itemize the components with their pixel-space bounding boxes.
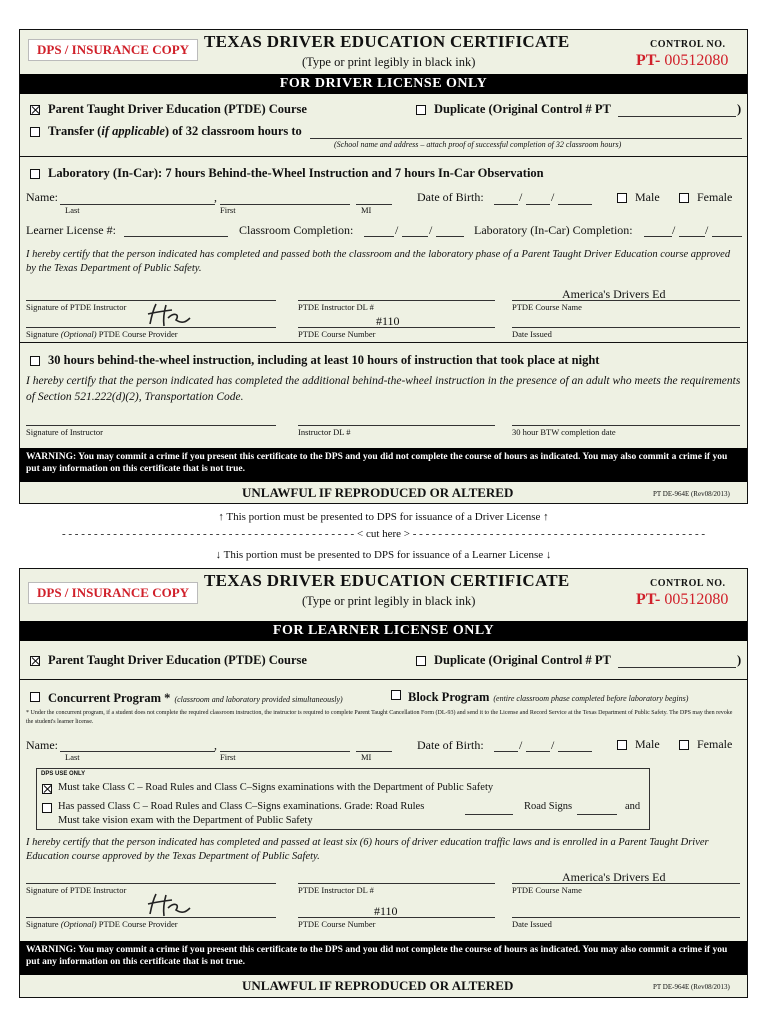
lab-year-field[interactable] — [712, 236, 742, 237]
course-number-value: #110 — [376, 314, 400, 328]
learner-license-field[interactable] — [124, 236, 228, 237]
dob-year-field[interactable] — [558, 751, 592, 752]
date-issued-field[interactable] — [512, 917, 740, 918]
duplicate-field[interactable] — [618, 667, 736, 668]
unlawful-notice: UNLAWFUL IF REPRODUCED OR ALTERED — [242, 978, 514, 993]
unlawful-notice: UNLAWFUL IF REPRODUCED OR ALTERED — [242, 485, 514, 500]
dob-month-field[interactable] — [494, 204, 518, 205]
course-name-field[interactable] — [512, 300, 740, 301]
duplicate-checkbox[interactable] — [416, 656, 426, 666]
first-name-field[interactable] — [220, 204, 350, 205]
provider-signature — [144, 302, 194, 328]
male-checkbox[interactable] — [617, 740, 627, 750]
duplicate-label: Duplicate (Original Control # PT — [434, 102, 611, 116]
transfer-label: Transfer (if applicable) of 32 classroom hours to — [48, 124, 302, 138]
course-number-value: #110 — [374, 904, 398, 918]
dob-year-field[interactable] — [558, 204, 592, 205]
road-signs-grade-field[interactable] — [577, 814, 617, 815]
certify-text-2: I hereby certify that the person indicated has completed the additional behind-the-wheel instruction in the presence of an adult who meets the requirements of Section 521.222(d)(2), Transportation Code. — [26, 375, 741, 403]
classroom-month-field[interactable] — [364, 236, 394, 237]
female-checkbox[interactable] — [679, 740, 689, 750]
form-code: PT DE-964E (Rev08/2013) — [653, 983, 730, 991]
course-number-field[interactable] — [298, 327, 495, 328]
must-take-checkbox[interactable] — [42, 784, 52, 794]
first-name-field[interactable] — [220, 751, 350, 752]
ptde-course-label: Parent Taught Driver Education (PTDE) Course — [48, 653, 307, 667]
certificate-title: TEXAS DRIVER EDUCATION CERTIFICATE — [204, 571, 570, 590]
course-number-field[interactable] — [298, 917, 495, 918]
date-issued-field[interactable] — [512, 327, 740, 328]
ptde-instructor-signature-field[interactable] — [26, 300, 276, 301]
lab-completion-label: Laboratory (In-Car) Completion: — [474, 223, 633, 237]
duplicate-label: Duplicate (Original Control # PT — [434, 653, 611, 667]
certificate-title: TEXAS DRIVER EDUCATION CERTIFICATE — [204, 32, 570, 51]
lab-day-field[interactable] — [679, 236, 705, 237]
control-number: PT- 00512080 — [636, 52, 729, 69]
road-rules-grade-field[interactable] — [465, 814, 513, 815]
duplicate-field[interactable] — [618, 116, 736, 117]
thirty-hours-checkbox[interactable] — [30, 356, 40, 366]
course-name-value: America's Drivers Ed — [562, 870, 666, 884]
dob-label: Date of Birth: — [417, 190, 484, 204]
duplicate-checkbox[interactable] — [416, 105, 426, 115]
laboratory-heading: Laboratory (In-Car): 7 hours Behind-the-Wheel Instruction and 7 hours In-Car Observation — [48, 166, 544, 180]
ptde-course-checkbox[interactable] — [30, 656, 40, 666]
concurrent-footnote: * Under the concurrent program, if a student does not complete the required classroom instruction, the instructor is required to complete Parent Taught Cancellation Form (DL-93) and send it to the License and Record Service at the Texas Department of Public Safety. The DPS may then revoke the student's learner license. — [26, 710, 733, 725]
course-name-field[interactable] — [512, 883, 740, 884]
dps-use-only-label: DPS USE ONLY — [41, 771, 86, 777]
male-checkbox[interactable] — [617, 193, 627, 203]
ptde-dl-field[interactable] — [298, 300, 495, 301]
name-label: Name: — [26, 738, 58, 752]
learner-license-note: ↓ This portion must be presented to DPS for issuance of a Learner License ↓ — [215, 549, 552, 561]
block-label: Block Program (entire classroom phase completed before laboratory begins) — [408, 690, 689, 704]
certificate-subtitle: (Type or print legibly in black ink) — [302, 55, 476, 69]
transfer-school-field[interactable] — [310, 138, 742, 139]
driver-license-certificate: DPS / INSURANCE COPY TEXAS DRIVER EDUCATION CERTIFICATE (Type or print legibly in black ink) CONTROL NO. PT- 00512080 FOR DRIVER LICENSE ONLY Parent Taught Driver Education (PTDE) Course Duplicate (Original Control # PT ) Transfer (if applicable) of 32 classroom hours to (School name and address – attach proof of successful completion of 32 classroom hours) Laboratory (In-Car): 7 hours Behind-the-Wheel Instruction and 7 hours In-Car Observation Name: , Last First MI Date of Birth: / / Male Female Learner License #: Classroom Completion: / / Laboratory (In-Car) Completion: / / I hereby certify that the person indicated has completed and passed both the classroom and the laboratory phase of a Parent Taught Driver Education course approved by the Texas Department of Public Safety. Signature of PTDE Instructor PTDE Instructor DL # America's Drivers Ed PTDE Course Name Signature (Optional) PTDE Course Provider #110 PTDE Course Number Date Issued 30 hours behind-the-wheel instruction, including at least 10 hours of instruction that took place at night I hereby certify that the person indicated has completed the additional behind-the-wheel instruction in the presence of an adult who meets the requirements of Section 521.222(d)(2), Transportation Code. Signature of Instructor Instructor DL # 30 hour BTW completion date WARNING: You may commit a crime if you present this certificate to the DPS and you did not complete the course of hours as indicated. You may also commit a crime if you put any information on this certificate that is not true. UNLAWFUL IF REPRODUCED OR ALTERED PT DE-964E (Rev08/2013) — [19, 29, 748, 504]
provider-signature-field[interactable] — [26, 327, 276, 328]
vision-exam-label: Must take vision exam with the Department of Public Safety — [58, 815, 313, 826]
certify-text: I hereby certify that the person indicated has completed and passed at least six (6) hours of driver education traffic laws and is enrolled in a Parent Taught Driver Education course approved by the Texas Department of Public Safety. — [26, 837, 709, 862]
provider-signature-field[interactable] — [26, 917, 276, 918]
female-checkbox[interactable] — [679, 193, 689, 203]
dob-day-field[interactable] — [526, 204, 550, 205]
transfer-checkbox[interactable] — [30, 127, 40, 137]
has-passed-checkbox[interactable] — [42, 803, 52, 813]
dob-month-field[interactable] — [494, 751, 518, 752]
last-name-field[interactable] — [60, 751, 215, 752]
thirty-hours-label: 30 hours behind-the-wheel instruction, including at least 10 hours of instruction that took place at night — [48, 353, 600, 367]
provider-signature — [144, 892, 194, 918]
ptde-course-checkbox[interactable] — [30, 105, 40, 115]
dob-day-field[interactable] — [526, 751, 550, 752]
course-name-value: America's Drivers Ed — [562, 287, 666, 301]
control-label: CONTROL NO. — [650, 578, 726, 589]
classroom-year-field[interactable] — [436, 236, 464, 237]
warning-text: WARNING: You may commit a crime if you present this certificate to the DPS and you did not complete the course of hours as indicated. You may also commit a crime if you put any information on this certificate that is not true. — [20, 941, 747, 975]
certificate-subtitle: (Type or print legibly in black ink) — [302, 594, 476, 608]
classroom-completion-label: Classroom Completion: — [239, 223, 354, 237]
laboratory-checkbox[interactable] — [30, 169, 40, 179]
transfer-note: (School name and address – attach proof of successful completion of 32 classroom hours) — [334, 140, 622, 149]
learner-license-certificate: DPS / INSURANCE COPY TEXAS DRIVER EDUCATION CERTIFICATE (Type or print legibly in black ink) CONTROL NO. PT- 00512080 FOR LEARNER LICENSE ONLY Parent Taught Driver Education (PTDE) Course Duplicate (Original Control # PT ) Concurrent Program * (classroom and laboratory provided simultaneously) Block Program (entire classroom phase completed before laboratory begins) * Under the concurrent program, if a student does not complete the required classroom instruction, the instructor is required to complete Parent Taught Cancellation Form (DL-93) and send it to the License and Record Service at the Texas Department of Public Safety. The DPS may then revoke the student's learner license. Name: , Last First MI Date of Birth: / / Male Female DPS USE ONLY Must take Class C – Road Rules and Class C–Signs examinations with the Department of Public Safety Has passed Class C – Road Rules and Class C–Signs examinations. Grade: Road Rules Road Signs and Must take vision exam with the Department of Public Safety I hereby certify that the person indicated has completed and passed at least six (6) hours of driver education traffic laws and is enrolled in a Parent Taught Driver Education course approved by the Texas Department of Public Safety. Signature of PTDE Instructor PTDE Instructor DL # America's Drivers Ed PTDE Course Name Signature (Optional) PTDE Course Provider #110 PTDE Course Number Date Issued WARNING: You may commit a crime if you present this certificate to the DPS and you did not complete the course of hours as indicated. You may also commit a crime if you put any information on this certificate that is not true. UNLAWFUL IF REPRODUCED OR ALTERED PT DE-964E (Rev08/2013) — [19, 568, 748, 998]
section-bar: FOR LEARNER LICENSE ONLY — [20, 621, 747, 641]
copy-label: DPS / INSURANCE COPY — [28, 582, 198, 604]
name-label: Name: — [26, 190, 58, 204]
ptde-dl-field[interactable] — [298, 883, 495, 884]
copy-label: DPS / INSURANCE COPY — [28, 39, 198, 61]
has-passed-label: Has passed Class C – Road Rules and Class C–Signs examinations. Grade: Road Rules — [58, 801, 425, 812]
driver-license-note: ↑ This portion must be presented to DPS for issuance of a Driver License ↑ — [218, 511, 549, 523]
dps-use-only-box: DPS USE ONLY Must take Class C – Road Rules and Class C–Signs examinations with the Department of Public Safety Has passed Class C – Road Rules and Class C–Signs examinations. Grade: Road Rules Road Signs and Must take vision exam with the Department of Public Safety — [36, 768, 650, 830]
concurrent-label: Concurrent Program * (classroom and laboratory provided simultaneously) — [48, 691, 343, 705]
dob-label: Date of Birth: — [417, 738, 484, 752]
control-label: CONTROL NO. — [650, 39, 726, 50]
instructor-dl-field[interactable] — [298, 425, 495, 426]
ptde-course-label: Parent Taught Driver Education (PTDE) Course — [48, 102, 307, 116]
instructor-signature-field[interactable] — [26, 425, 276, 426]
block-checkbox[interactable] — [391, 690, 401, 700]
cut-here-line: - - - - - - - - - - - - - - - - - - - - - - - - - - - - - - - - - - - - - - - - - - - - - - < cut here > - - - - - - - - - - - - - - - - - - - - - - - - - - - - - - - - - - - - - - - - - - - - - - — [61, 528, 706, 540]
lab-month-field[interactable] — [644, 236, 672, 237]
must-take-label: Must take Class C – Road Rules and Class C–Signs examinations with the Department of Public Safety — [58, 782, 494, 793]
classroom-day-field[interactable] — [402, 236, 428, 237]
btw-date-field[interactable] — [512, 425, 740, 426]
section-bar: FOR DRIVER LICENSE ONLY — [20, 74, 747, 94]
warning-text: WARNING: You may commit a crime if you present this certificate to the DPS and you did not complete the course of hours as indicated. You may also commit a crime if you put any information on this certificate that is not true. — [20, 448, 747, 482]
learner-license-label: Learner License #: — [26, 223, 116, 237]
control-number: PT- 00512080 — [636, 591, 729, 608]
form-code: PT DE-964E (Rev08/2013) — [653, 490, 730, 498]
certify-text: I hereby certify that the person indicated has completed and passed both the classroom and the laboratory phase of a Parent Taught Driver Education course approved by the Texas Department of Public Safety. — [26, 249, 731, 274]
last-name-field[interactable] — [60, 204, 215, 205]
ptde-instructor-signature-field[interactable] — [26, 883, 276, 884]
concurrent-checkbox[interactable] — [30, 692, 40, 702]
